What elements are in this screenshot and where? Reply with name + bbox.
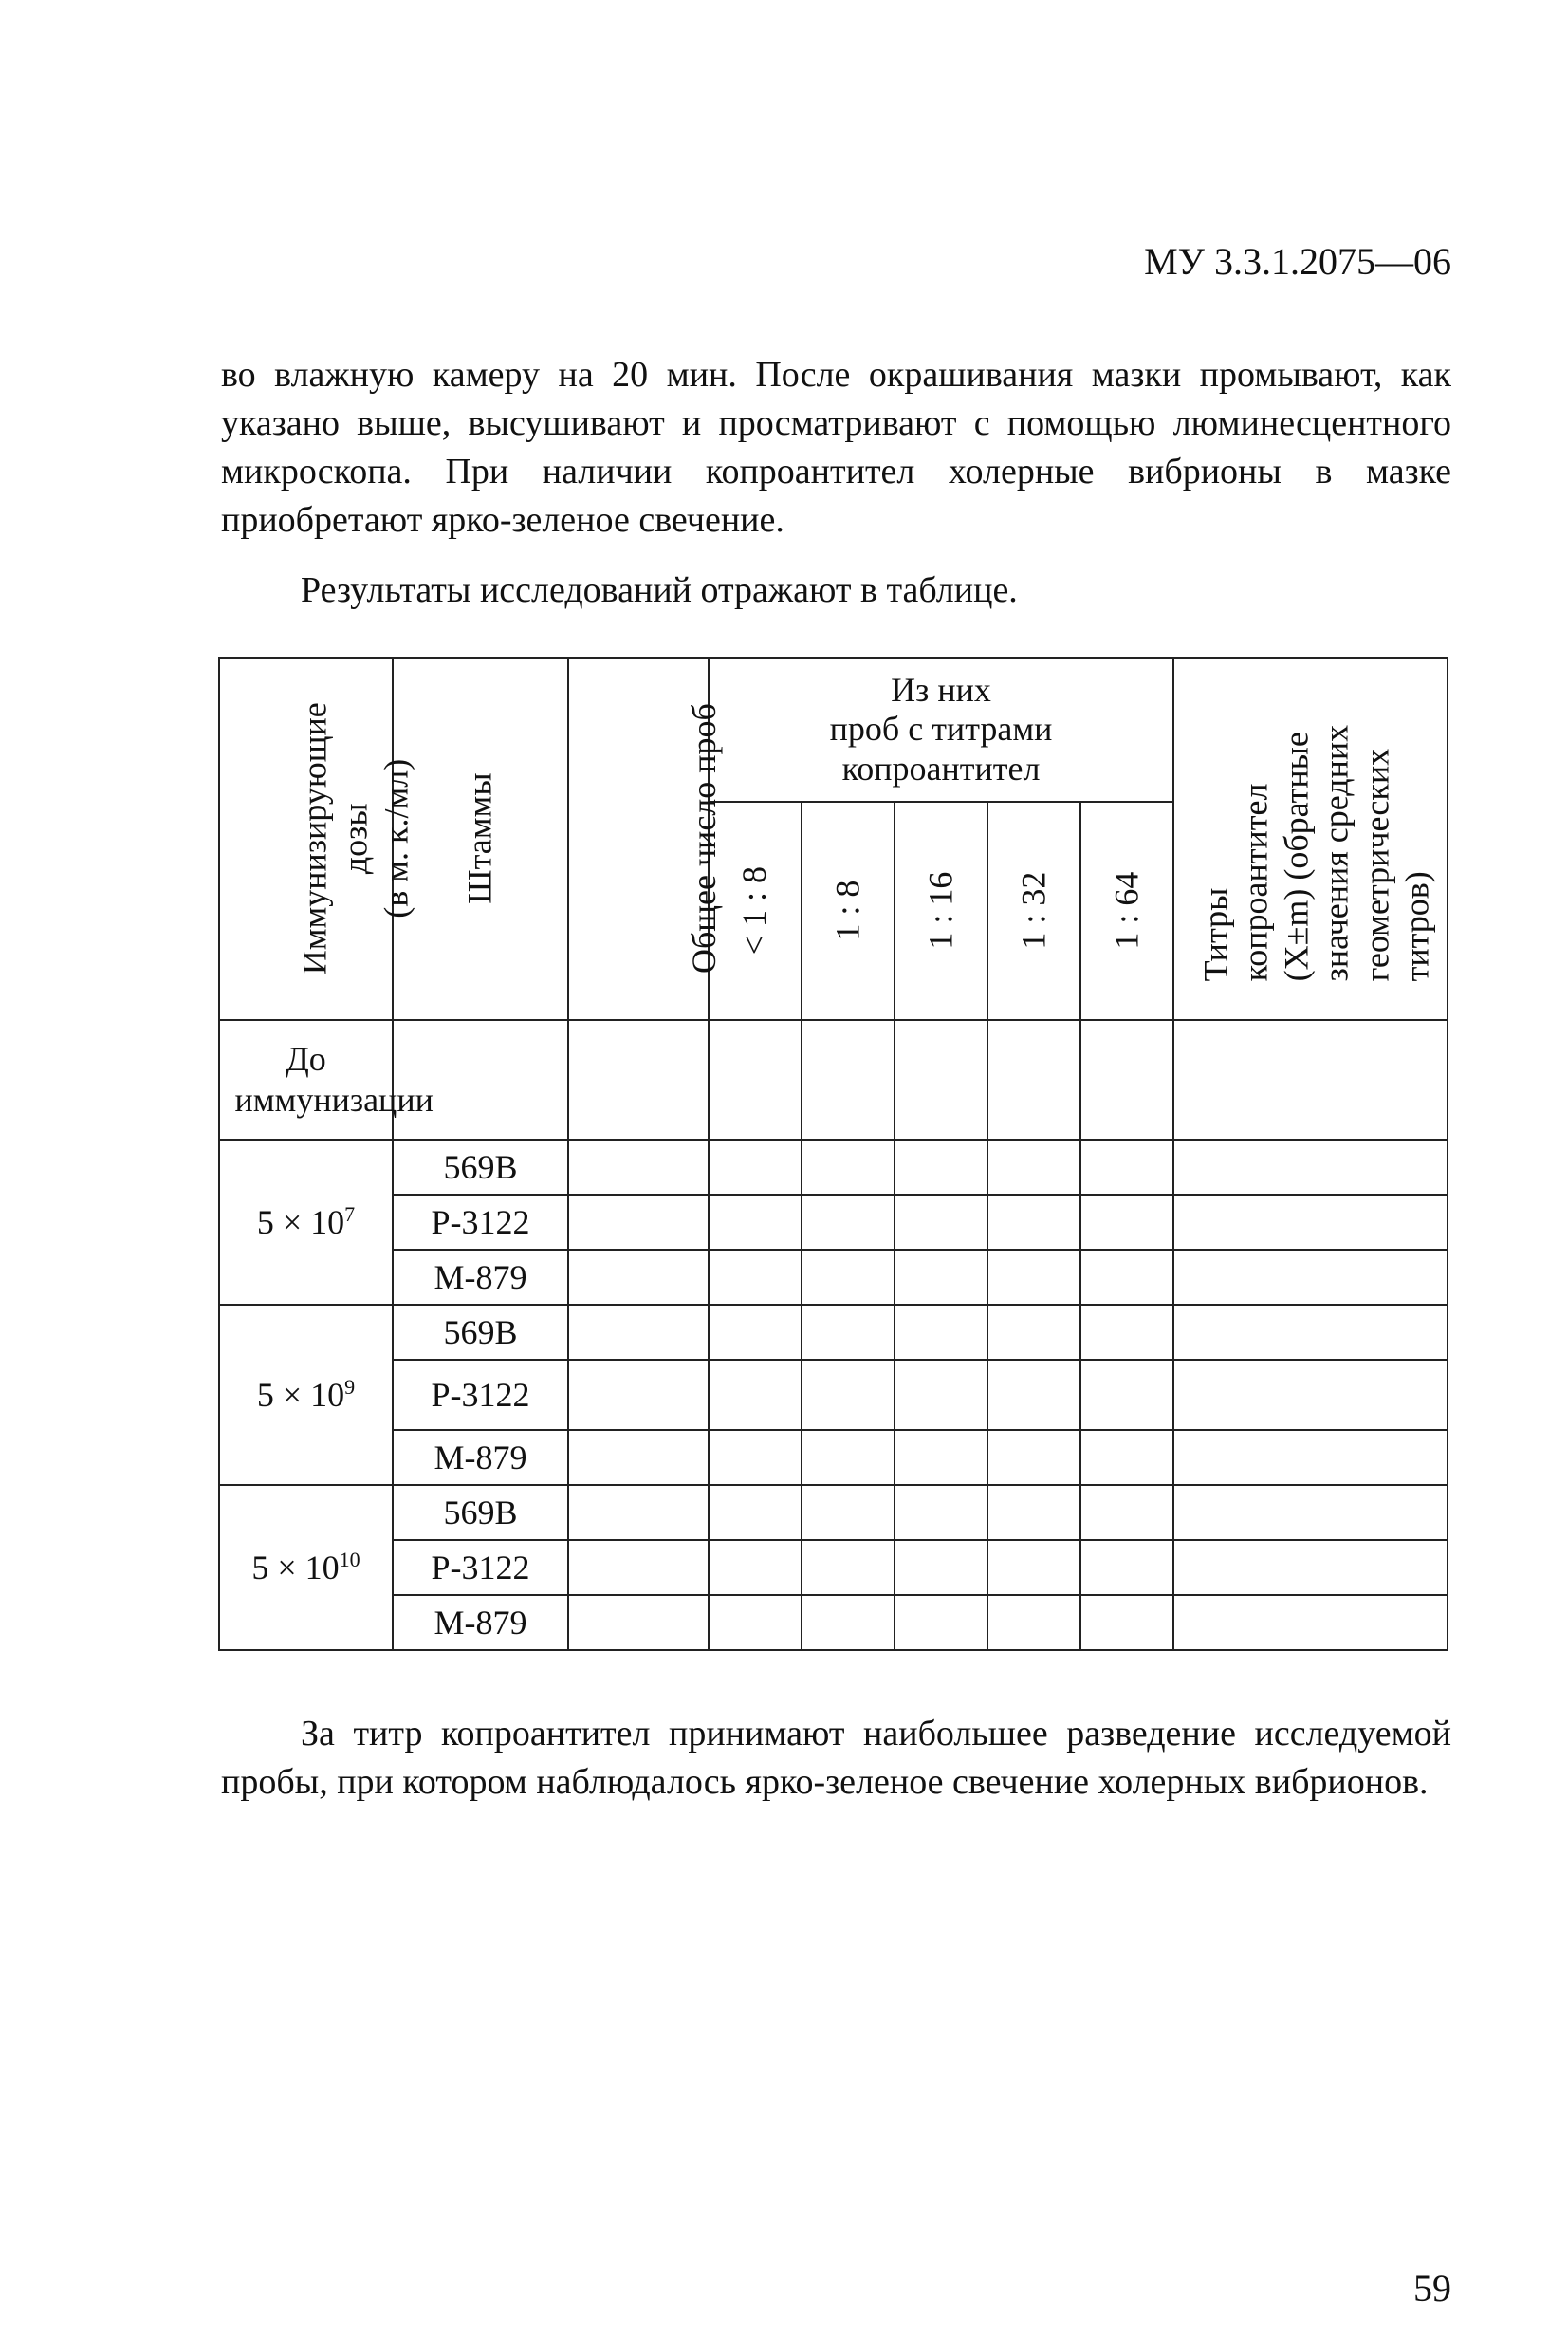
table-row bbox=[219, 1195, 1448, 1250]
strain-cell: 569B bbox=[393, 1305, 568, 1360]
strain-cell: М-879 bbox=[393, 1250, 568, 1305]
dose-cell: $5 \times 10^7$ bbox=[219, 1140, 393, 1305]
pre-immunization-label: До иммунизации bbox=[219, 1020, 393, 1140]
header-group-line1: Из них bbox=[891, 670, 991, 709]
table-row bbox=[219, 1250, 1448, 1305]
strain-cell: 569B bbox=[393, 1485, 568, 1540]
header-dose-line1: Иммунизирующие bbox=[295, 702, 334, 975]
strain-cell: М-879 bbox=[393, 1595, 568, 1650]
header-dose bbox=[219, 658, 416, 1020]
header-total: Общее число проб bbox=[568, 658, 709, 1020]
paragraph-results-intro-text: Результаты исследований отражают в таблице. bbox=[301, 570, 1018, 610]
header-strains: Штаммы bbox=[393, 658, 568, 1020]
header-dose-line2: дозы bbox=[336, 803, 375, 875]
table-row bbox=[219, 1540, 1448, 1595]
paragraph-titer-definition-text: За титр копроантител принимают наибольшее разведение исследуемой пробы, при котором наблюдалось ярко-зеленое свечение холерных вибрионов. bbox=[221, 1714, 1451, 1802]
table-row bbox=[219, 1305, 1448, 1360]
strain-cell: Р-3122 bbox=[393, 1195, 568, 1250]
table-row-pre-immunization bbox=[219, 1020, 1448, 1140]
header-titer-lt8: < 1 : 8 bbox=[709, 802, 802, 1020]
paragraph-titer-definition bbox=[221, 1710, 1451, 1807]
dose-cell: $5 \times 10^9$ bbox=[219, 1305, 393, 1485]
strain-cell: Р-3122 bbox=[393, 1360, 568, 1430]
paragraph-results-intro bbox=[221, 566, 1451, 615]
page-number: 59 bbox=[1413, 2267, 1451, 2310]
table-row bbox=[219, 1485, 1448, 1540]
results-table bbox=[218, 657, 1448, 1651]
header-titer-16: 1 : 16 bbox=[895, 802, 987, 1020]
header-titer-64: 1 : 64 bbox=[1080, 802, 1173, 1020]
table-row bbox=[219, 1430, 1448, 1485]
table-row bbox=[219, 1360, 1448, 1430]
header-group-line3: копроантител bbox=[841, 749, 1041, 788]
paragraph-staining: во влажную камеру на 20 мин. После окрашивания мазки промывают, как указано выше, высушивают и просматривают с помощью люминесцентного микроскопа. При наличии копроантител холерные вибрионы в мазке приобретают ярко-зеленое свечение. bbox=[221, 355, 1451, 540]
table-row bbox=[219, 1595, 1448, 1650]
header-titer-group bbox=[709, 658, 1173, 802]
strain-cell: Р-3122 bbox=[393, 1540, 568, 1595]
document-id: МУ 3.3.1.2075—06 bbox=[1144, 240, 1451, 283]
strain-cell: 569B bbox=[393, 1140, 568, 1195]
header-titer-32: 1 : 32 bbox=[987, 802, 1080, 1020]
header-mean-titer: Титры копроантител (X±m) (обратные значения средних геометрических титров) bbox=[1173, 658, 1448, 1020]
header-titer-8: 1 : 8 bbox=[802, 802, 895, 1020]
dose-cell: $5 \times 10^{10}$ bbox=[219, 1485, 393, 1650]
header-dose-line3: (в м. к./мл) bbox=[378, 759, 416, 918]
strain-cell: М-879 bbox=[393, 1430, 568, 1485]
header-group-line2: проб с титрами bbox=[829, 710, 1053, 749]
table-row bbox=[219, 1140, 1448, 1195]
